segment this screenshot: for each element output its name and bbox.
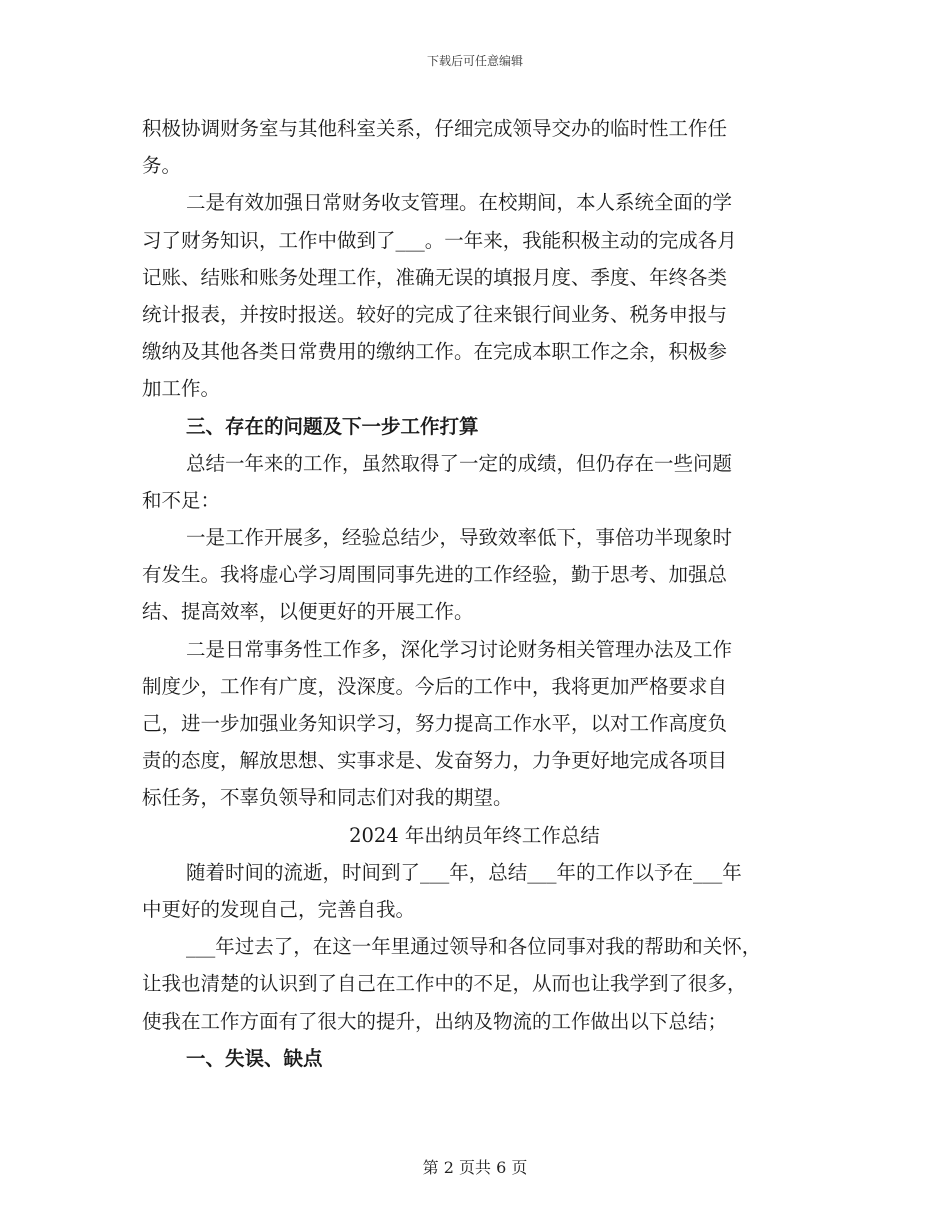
body-text-line: 制度少，工作有广度，没深度。今后的工作中，我将更加严格要求自: [142, 674, 728, 698]
body-text-line: 有发生。我将虚心学习周围同事先进的工作经验，勤于思考、加强总: [142, 563, 728, 587]
body-text-line: 标任务，不辜负领导和同志们对我的期望。: [142, 786, 513, 810]
body-text-line: 积极协调财务室与其他科室关系，仔细完成领导交办的临时性工作任: [142, 117, 728, 140]
document-body: [142, 110, 807, 1077]
body-text-line: 一是工作开展多，经验总结少，导致效率低下，事倍功半现象时: [186, 526, 733, 550]
page-number: 第 2 页共 6 页: [422, 1158, 528, 1177]
body-text-line: 记账、结账和账务处理工作，准确无误的填报月度、季度、年终各类: [142, 265, 728, 289]
body-text-line: 务。: [142, 154, 182, 178]
body-text-line: 加工作。: [142, 377, 221, 401]
body-text-line: 总结一年来的工作，虽然取得了一定的成绩，但仍存在一些问题: [186, 451, 733, 475]
body-text-line: 二是日常事务性工作多，深化学习讨论财务相关管理办法及工作: [186, 637, 733, 661]
section-heading: 一、失误、缺点: [186, 1046, 323, 1070]
page-header: 下载后可任意编辑: [426, 54, 523, 68]
body-text-line: 责的态度，解放思想、实事求是、发奋努力，力争更好地完成各项目: [142, 749, 728, 773]
document-title: 2024 年出纳员年终工作总结: [349, 823, 600, 847]
body-text-line: 让我也清楚的认识到了自己在工作中的不足，从而也让我学到了很多，: [142, 972, 747, 996]
body-text-line: 随着时间的流逝，时间到了___年，总结___年的工作以予在___年: [186, 860, 742, 884]
body-text-line: ___年过去了，在这一年里通过领导和各位同事对我的帮助和关怀，: [186, 935, 762, 959]
body-text-line: 二是有效加强日常财务收支管理。在校期间，本人系统全面的学: [186, 191, 733, 215]
body-text-line: 使我在工作方面有了很大的提升，出纳及物流的工作做出以下总结；: [142, 1009, 728, 1033]
body-text-line: 统计报表，并按时报送。较好的完成了往来银行间业务、税务申报与: [142, 302, 728, 326]
body-text-line: 中更好的发现自己，完善自我。: [142, 897, 416, 921]
body-text-line: 己，进一步加强业务知识学习，努力提高工作水平，以对工作高度负: [142, 712, 728, 735]
body-text-line: 习了财务知识，工作中做到了___。一年来，我能积极主动的完成各月: [142, 228, 737, 252]
body-text-line: 和不足：: [142, 488, 221, 512]
section-heading: 三、存在的问题及下一步工作打算: [186, 414, 479, 438]
body-text-line: 结、提高效率，以便更好的开展工作。: [142, 600, 474, 624]
body-text-line: 缴纳及其他各类日常费用的缴纳工作。在完成本职工作之余，积极参: [142, 340, 728, 364]
